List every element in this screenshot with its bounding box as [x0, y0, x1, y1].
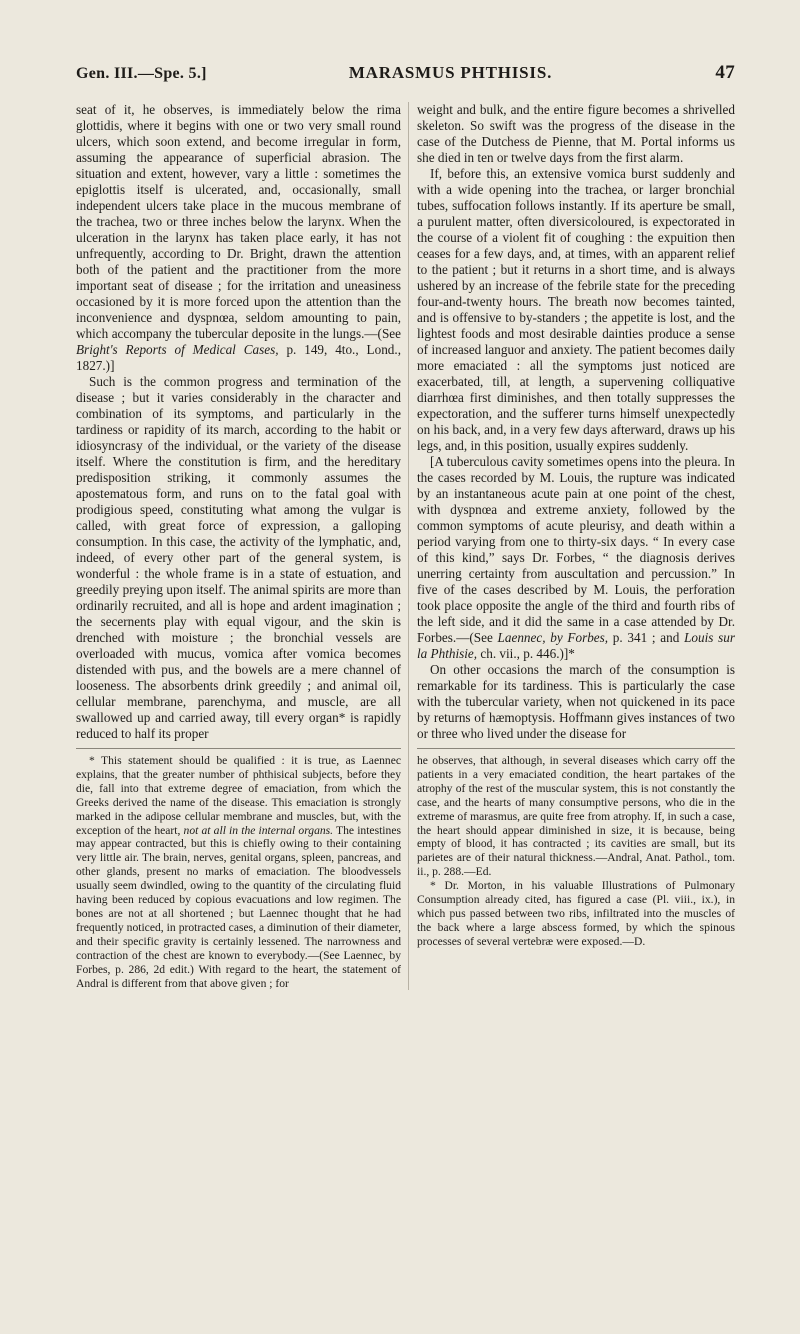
text-run: ch. vii., p. 446.)]* [477, 646, 575, 661]
text-run: [A tuberculous cavity sometimes opens into the pleura. In the cases recorded by M. Louis, the rupture was indicated by an instantaneous acute pain at one point of the chest, with dyspnœa and extreme anxiety, followed by the common symptoms of acute pleurisy, and death within a period varying from one to thirty-six days. “ In every case of this kind,” says Dr. Forbes, “ the diagnosis derives unerring certainty from auscultation and percussion.” In five of the cases described by M. Louis, the perforation took place opposite the angle of the third and fourth ribs of the left side, and it did the same in a case attended by Dr. Forbes.—(See [417, 454, 735, 645]
citation-italic: Bright's Reports of Medical Cases, [76, 342, 279, 357]
right-paragraph-3 [417, 454, 735, 662]
footnote-divider [417, 748, 735, 749]
page-number: 47 [715, 62, 735, 83]
header-section-ref: Gen. III.—Spe. 5.] [76, 65, 207, 82]
text-run: seat of it, he observes, is immediately below the rima glottidis, where it begins with one or two very small round ulcers, which soon extend, and become irregular in form, assuming the appearance of superficial abrasion. The situation and extent, however, vary a little : sometimes the epiglottis itself is ulcerated, and, occasionally, small independent ulcers take place in the mucous membrane of the trachea, two or three inches below the larynx. When the ulceration in the larynx has taken place early, it has not unfrequently, according to Dr. Bright, drawn the attention both of the patient and the practitioner from the more important seat of disease ; for the irritation and uneasiness occasioned by it is more forced upon the attention than the inconvenience and dyspnœa, seldom amounting to pain, which accompany the tubercular deposite in the lungs.—(See [76, 102, 401, 341]
citation-italic: Laennec, by Forbes, [497, 630, 609, 645]
two-column-body [76, 102, 735, 990]
text-run: The intestines may appear contracted, but this is chiefly owing to their containing very little air. The brain, nerves, genital organs, spleen, pancreas, and other glands, present no marks of emaciation. The bloodvessels usually seem dwindled, owing to the quantity of the circulating fluid having been reduced by copious evacuations and low regimen. The bones are not at all shortened ; but Laennec thought that he had frequently noticed, in protracted cases, a diminution of their diameter, and their specific gravity is certainly lessened. The narrowness and contraction of the chest are known to everybody.—(See Laennec, by Forbes, p. 286, 2d edit.) With regard to the heart, the statement of Andral is different from that above given ; for [76, 823, 401, 990]
right-paragraph-1: weight and bulk, and the entire figure becomes a shrivelled skeleton. So swift was the progress of the disease in the case of the Dutchess de Pienne, that M. Portal informs us she died in ten or twelve days from the first alarm. [417, 102, 735, 165]
left-column [76, 102, 401, 990]
footnote-2: * Dr. Morton, in his valuable Illustrations of Pulmonary Consumption already cited, has figured a case (Pl. viii., ix.), in which pus passed between two ribs, infiltrated into the muscles of the back where a large abscess formed, by which the spinous processes of several vertebræ were exposed.—D. [417, 879, 735, 948]
left-paragraph-1 [76, 102, 401, 374]
text-run: * This statement should be qualified : it is true, as Laennec explains, that the greater number of phthisical subjects, before they die, fall into that extreme degree of emaciation, from which the Greeks derived the name of the disease. This emaciation is strongly marked in the adipose cellular membrane and muscles, but, with the exception of the heart, [76, 754, 401, 837]
footnote-italic: not at all in the internal organs. [183, 823, 334, 837]
footnote-right [417, 754, 735, 949]
header-title: MARASMUS PHTHISIS. [348, 63, 553, 82]
right-paragraph-4: On other occasions the march of the consumption is remarkable for its tardiness. This is particularly the case with the tubercular variety, when not quickened in its pace by returns of hæmoptysis. Hoffmann gives instances of two or three who lived under the disease for [417, 662, 735, 741]
footnote-divider [76, 748, 401, 749]
running-header [76, 62, 735, 92]
footnote-continuation: he observes, that although, in several diseases which carry off the patients in a very emaciated condition, the heart partakes of the atrophy of the rest of the muscular system, this is not constantly the case, and the hearts of many consumptive persons, who die in the extreme of marasmus, are quite free from atrophy. If, in such a case, the heart should appear diminished in size, it is because, being empty of blood, it has contracted ; its cavities are small, but its parietes are of their natural thickness.—Andral, Anat. Pathol., tom. ii., p. 288.—Ed. [417, 754, 735, 879]
text-run: p. 149, 4to., Lond., 1827.)] [76, 342, 401, 373]
right-paragraph-2: If, before this, an extensive vomica burst suddenly and with a wide opening into the trachea, or larger bronchial tubes, suffocation follows instantly. If its aperture be small, a purulent matter, often diversicoloured, is expectorated in the course of a violent fit of coughing : the expuition then ceases for a few days, and, at times, with an apparent relief to the patient ; but it returns in a short time, and is always ushered by an increase of the febrile state for the preceding four-and-twenty hours. The breath now becomes tainted, and is offensive to by-standers ; the appetite is lost, and the lightest foods and most desirable dainties produce a sense of increased languor and anxiety. The patient becomes daily more emaciated : all the symptoms just noticed are exacerbated, till, at length, a supervening colliquative diarrhœa first diminishes, and then totally suppresses the expectoration, and the sufferer turns himself unexpectedly on his back, and, in a very few days afterward, draws up his legs, and, in this position, usually expires suddenly. [417, 166, 735, 453]
text-run: p. 341 ; and [608, 630, 685, 645]
right-column [408, 102, 735, 990]
left-paragraph-2: Such is the common progress and termination of the disease ; but it varies considerably in the character and combination of its symptoms, and particularly in the tardiness or rapidity of its march, according to the habit or idiosyncrasy of the individual, or the variety of the disease itself. Where the constitution is firm, and the hereditary predisposition striking, it commonly assumes the apostematous form, and runs on to the fatal goal with prodigious speed, constituting what among the vulgar is called, with great force of expression, a galloping consumption. In this case, the activity of the lymphatic, and, indeed, of every other part of the general system, is wonderful : the whole frame is in a state of estuation, and greedily preying upon itself. The animal spirits are more than ordinarily recruited, and all is hope and ardent imagination ; the secernents play with equal vigour, and the skin is drenched with moisture ; the bronchial vessels are overloaded with mucus, vomica after vomica becomes distended with pus, and the bowels are a mere channel of looseness. The absorbents drink greedily ; and animal oil, cellular membrane, parenchyma, and muscle, are all swallowed up and carried away, till every organ* is rapidly reduced to half its proper [76, 374, 401, 741]
footnote-left [76, 754, 401, 990]
citation-italic: Louis sur la Phthisie, [417, 630, 735, 661]
